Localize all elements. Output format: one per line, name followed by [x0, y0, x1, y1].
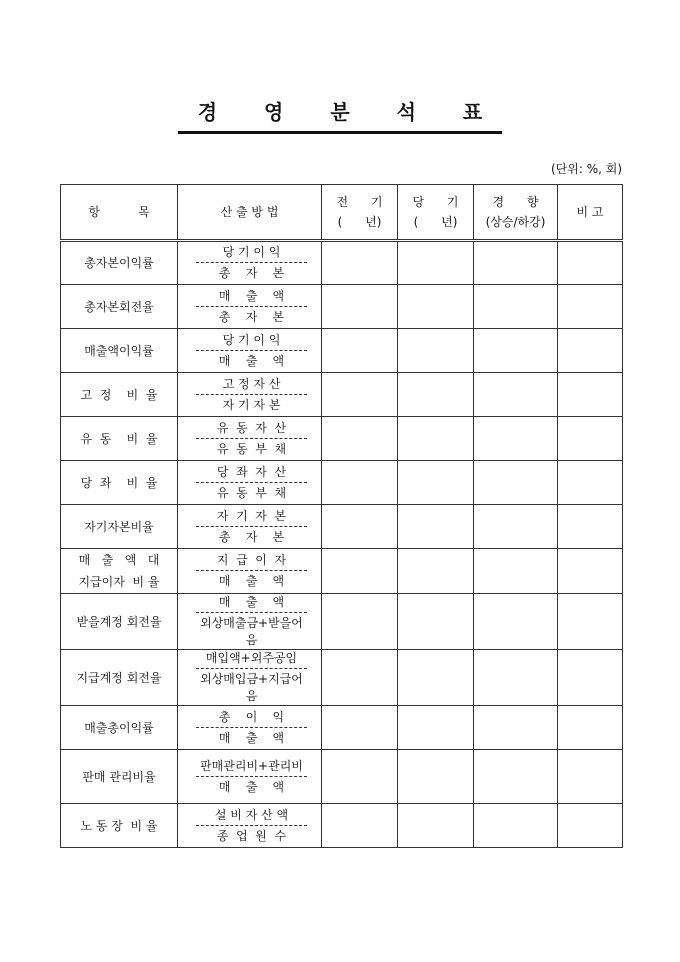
curr-period-cell[interactable] — [398, 461, 474, 505]
row-item — [61, 750, 178, 804]
formula-denominator: 매 출 액 — [218, 730, 285, 745]
prev-period-cell[interactable] — [322, 285, 398, 329]
formula-fraction — [196, 594, 307, 649]
curr-period-cell[interactable] — [398, 706, 474, 750]
table-row — [61, 417, 623, 461]
formula-denominator: 매 출 액 — [218, 574, 285, 588]
table-row — [61, 750, 623, 804]
row-method — [178, 329, 322, 373]
header-note — [558, 185, 623, 241]
row-item-label: 매출액이익률 — [84, 343, 154, 358]
row-item — [61, 373, 178, 417]
formula-fraction — [196, 288, 307, 326]
formula-numerator: 총 이 익 — [196, 709, 307, 728]
trend-cell[interactable] — [474, 461, 558, 505]
row-item — [61, 594, 178, 650]
prev-period-cell[interactable] — [322, 750, 398, 804]
row-item-label-line2: 지급이자 비 율 — [78, 575, 160, 589]
curr-period-cell[interactable] — [398, 750, 474, 804]
formula-denominator: 매 출 액 — [218, 353, 285, 368]
formula-numerator: 당 좌 자 산 — [196, 464, 307, 483]
formula-numerator: 당 기 이 익 — [196, 332, 307, 351]
table-row — [61, 285, 623, 329]
row-item-label: 총자본이익률 — [84, 256, 154, 270]
row-item — [61, 417, 178, 461]
note-cell[interactable] — [558, 461, 623, 505]
header-trend-line1: 경 향 — [492, 195, 539, 209]
row-method — [178, 549, 322, 594]
row-item — [61, 285, 178, 329]
trend-cell[interactable] — [474, 285, 558, 329]
formula-fraction — [196, 807, 307, 845]
prev-period-cell[interactable] — [322, 329, 398, 373]
trend-cell[interactable] — [474, 241, 558, 285]
note-cell[interactable] — [558, 804, 623, 848]
curr-period-cell[interactable] — [398, 804, 474, 848]
note-cell[interactable] — [558, 285, 623, 329]
formula-numerator: 매 출 액 — [196, 594, 307, 613]
trend-cell[interactable] — [474, 373, 558, 417]
trend-cell[interactable] — [474, 505, 558, 549]
note-cell[interactable] — [558, 373, 623, 417]
table-row — [61, 549, 623, 594]
row-item — [61, 804, 178, 848]
formula-numerator: 판매관리비+관리비 — [196, 758, 307, 777]
formula-denominator: 총 자 본 — [218, 266, 285, 280]
curr-period-cell[interactable] — [398, 241, 474, 285]
trend-cell[interactable] — [474, 706, 558, 750]
header-curr-line2: ( 년) — [413, 215, 458, 229]
row-method — [178, 417, 322, 461]
header-trend — [474, 185, 558, 241]
formula-fraction — [196, 758, 307, 796]
prev-period-cell[interactable] — [322, 461, 398, 505]
header-curr-period — [398, 185, 474, 241]
analysis-table — [60, 184, 623, 848]
trend-cell[interactable] — [474, 549, 558, 594]
row-item — [61, 461, 178, 505]
note-cell[interactable] — [558, 750, 623, 804]
formula-denominator: 자 기 자 본 — [222, 397, 281, 412]
row-method — [178, 650, 322, 706]
row-item-label: 받을계정 회전율 — [76, 614, 162, 629]
formula-fraction — [196, 508, 307, 546]
row-item-label: 매출총이익률 — [84, 720, 154, 735]
row-item — [61, 549, 178, 594]
header-note-label: 비 고 — [576, 205, 604, 219]
row-method — [178, 594, 322, 650]
row-item-label: 유 동 비 율 — [80, 431, 158, 446]
table-row — [61, 804, 623, 848]
prev-period-cell[interactable] — [322, 417, 398, 461]
trend-cell[interactable] — [474, 594, 558, 650]
formula-fraction — [196, 420, 307, 458]
formula-numerator: 설 비 자 산 액 — [196, 807, 307, 826]
formula-denominator: 총 자 본 — [218, 309, 285, 324]
header-item — [61, 185, 178, 241]
note-cell[interactable] — [558, 594, 623, 650]
header-prev-line2: ( 년) — [337, 215, 382, 229]
formula-denominator: 매 출 액 — [218, 779, 285, 794]
table-row — [61, 373, 623, 417]
row-item-label: 총자본회전율 — [84, 299, 154, 314]
trend-cell[interactable] — [474, 650, 558, 706]
curr-period-cell[interactable] — [398, 650, 474, 706]
header-prev-period — [322, 185, 398, 241]
row-method — [178, 285, 322, 329]
formula-denominator: 외상매출금+받을어음 — [200, 616, 303, 647]
curr-period-cell[interactable] — [398, 285, 474, 329]
row-item — [61, 329, 178, 373]
row-item — [61, 505, 178, 549]
curr-period-cell[interactable] — [398, 549, 474, 594]
formula-numerator: 유 동 자 산 — [196, 420, 307, 439]
prev-period-cell[interactable] — [322, 706, 398, 750]
row-item-label: 지급계정 회전율 — [76, 670, 162, 685]
row-item-label: 노 동 장 비 율 — [80, 818, 158, 833]
table-row — [61, 241, 623, 285]
curr-period-cell[interactable] — [398, 417, 474, 461]
table-row — [61, 505, 623, 549]
curr-period-cell[interactable] — [398, 594, 474, 650]
prev-period-cell[interactable] — [322, 594, 398, 650]
formula-numerator: 매입액+외주공임 — [196, 650, 307, 669]
row-method — [178, 505, 322, 549]
row-method — [178, 804, 322, 848]
document-title-block — [0, 96, 680, 134]
prev-period-cell[interactable] — [322, 373, 398, 417]
formula-fraction — [196, 376, 307, 414]
row-item-label: 매 출 액 대 — [78, 553, 160, 567]
trend-cell[interactable] — [474, 750, 558, 804]
note-cell[interactable] — [558, 505, 623, 549]
curr-period-cell[interactable] — [398, 505, 474, 549]
curr-period-cell[interactable] — [398, 373, 474, 417]
row-item-label: 고 정 비 율 — [80, 387, 158, 402]
header-method-label: 산 출 방 법 — [220, 205, 279, 219]
row-item — [61, 706, 178, 750]
row-method — [178, 750, 322, 804]
formula-denominator: 유 동 부 채 — [216, 485, 287, 500]
header-item-label: 항 목 — [88, 205, 150, 219]
table-row — [61, 650, 623, 706]
prev-period-cell[interactable] — [322, 549, 398, 594]
note-cell[interactable] — [558, 417, 623, 461]
formula-fraction — [196, 552, 307, 590]
row-item-label: 당 좌 비 율 — [80, 475, 158, 490]
note-cell[interactable] — [558, 329, 623, 373]
note-cell[interactable] — [558, 241, 623, 285]
formula-fraction — [196, 244, 307, 282]
header-prev-line1: 전 기 — [336, 195, 383, 209]
row-item-label: 자기자본비율 — [84, 519, 154, 534]
formula-fraction — [196, 650, 307, 705]
row-method — [178, 241, 322, 285]
row-item — [61, 650, 178, 706]
formula-denominator: 외상매입금+지급어음 — [200, 672, 303, 703]
row-item-label: 판매 관리비율 — [82, 769, 156, 784]
unit-label: (단위: %, 회) — [550, 162, 622, 176]
formula-fraction — [196, 464, 307, 502]
formula-fraction — [196, 332, 307, 370]
formula-numerator: 매 출 액 — [196, 288, 307, 307]
trend-cell[interactable] — [474, 804, 558, 848]
curr-period-cell[interactable] — [398, 329, 474, 373]
header-curr-line1: 당 기 — [412, 195, 459, 209]
header-row — [61, 185, 623, 241]
table-row — [61, 329, 623, 373]
formula-denominator: 유 동 부 채 — [216, 441, 287, 456]
formula-numerator: 지 급 이 자 — [196, 552, 307, 571]
document-title: 경 영 분 석 표 — [178, 96, 502, 134]
header-method — [178, 185, 322, 241]
formula-numerator: 고 정 자 산 — [196, 376, 307, 395]
note-cell[interactable] — [558, 549, 623, 594]
trend-cell[interactable] — [474, 417, 558, 461]
prev-period-cell[interactable] — [322, 241, 398, 285]
table-row — [61, 594, 623, 650]
note-cell[interactable] — [558, 706, 623, 750]
prev-period-cell[interactable] — [322, 804, 398, 848]
formula-denominator: 총 자 본 — [218, 529, 285, 544]
row-method — [178, 706, 322, 750]
prev-period-cell[interactable] — [322, 650, 398, 706]
note-cell[interactable] — [558, 650, 623, 706]
header-trend-line2: (상승/하강) — [485, 215, 546, 229]
formula-numerator: 당 기 이 익 — [196, 244, 307, 263]
table-row — [61, 461, 623, 505]
row-item — [61, 241, 178, 285]
trend-cell[interactable] — [474, 329, 558, 373]
table-row — [61, 706, 623, 750]
formula-numerator: 자 기 자 본 — [196, 508, 307, 527]
formula-denominator: 종 업 원 수 — [216, 828, 287, 843]
row-method — [178, 373, 322, 417]
formula-fraction — [196, 709, 307, 747]
row-method — [178, 461, 322, 505]
prev-period-cell[interactable] — [322, 505, 398, 549]
